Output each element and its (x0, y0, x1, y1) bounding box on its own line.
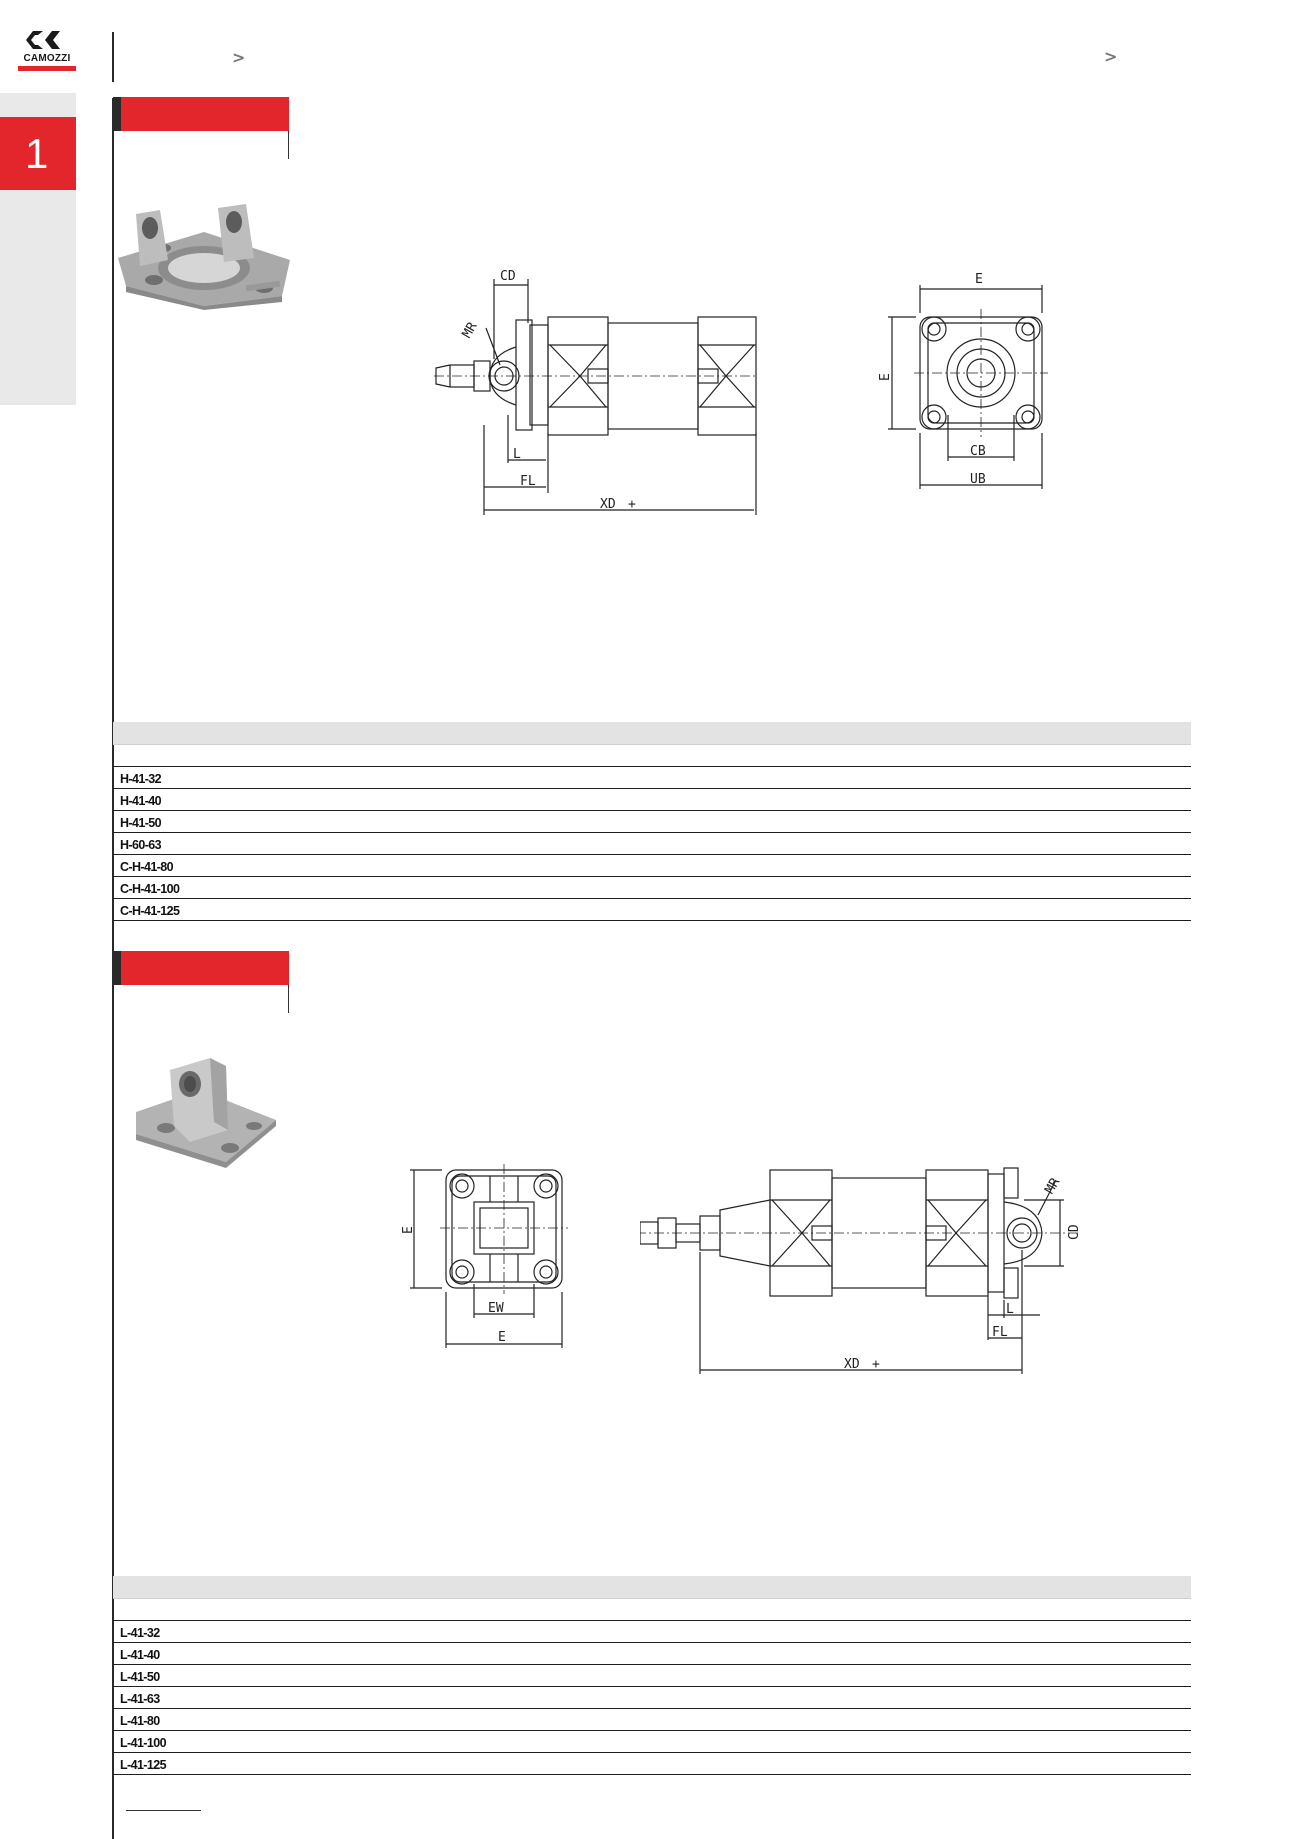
table-row: L-41-100 (113, 1731, 1191, 1753)
dim-e-side-label: E (878, 373, 893, 381)
table-header-band (113, 1576, 1191, 1598)
table-row: C-H-41-100 (113, 877, 1191, 899)
table-rear-clevis (113, 722, 1191, 921)
dim-e-bottom-label: E (498, 1330, 506, 1345)
table-row: H-41-40 (113, 789, 1191, 811)
rear-clevis-photo (114, 198, 294, 310)
table-row: H-60-63 (113, 833, 1191, 855)
chapter-number-tab: 1 (0, 117, 76, 190)
dim-e-side-label-2: E (401, 1226, 416, 1234)
table-row: L-41-80 (113, 1709, 1191, 1731)
section-h-header-bar (113, 97, 289, 131)
dim-mr-label: MR (459, 319, 481, 341)
table-row: L-41-63 (113, 1687, 1191, 1709)
table-row: L-41-50 (113, 1665, 1191, 1687)
dim-ew-label: EW (488, 1301, 504, 1316)
footer-vertical-rule (112, 1780, 114, 1839)
camozzi-emblem-icon (16, 28, 78, 54)
rear-hinge-front-drawing (400, 1160, 580, 1360)
rear-hinge-side-drawing (640, 1160, 1100, 1380)
rear-clevis-side-drawing (420, 265, 760, 525)
section-l-header-bar (113, 951, 289, 985)
table-row: L-41-40 (113, 1643, 1191, 1665)
dim-xd-plus-label: + (628, 497, 636, 512)
rear-hinge-photo (130, 1050, 280, 1170)
header-vertical-rule (112, 32, 114, 82)
breadcrumb-chevron-right-icon: > (1104, 47, 1118, 66)
dim-l-label-2: L (1006, 1302, 1014, 1317)
dim-cb-label: CB (970, 444, 986, 459)
dim-xd-label-2: XD (844, 1357, 860, 1372)
table-header-row (113, 1598, 1191, 1621)
logo-text: CAMOZZI (23, 53, 71, 64)
table-rear-hinge (113, 1576, 1191, 1775)
content-vertical-rule (112, 98, 114, 1792)
table-row: L-41-32 (113, 1621, 1191, 1643)
table-header-row (113, 744, 1191, 767)
dim-fl-label-2: FL (992, 1325, 1008, 1340)
section-l-header-divider (288, 985, 289, 1013)
breadcrumb-chevron-left-icon: > (232, 48, 246, 67)
table-row: C-H-41-125 (113, 899, 1191, 921)
dim-cd-label: CD (500, 269, 516, 284)
table-row: C-H-41-80 (113, 855, 1191, 877)
table-row: H-41-50 (113, 811, 1191, 833)
rear-clevis-front-drawing (870, 265, 1050, 505)
footer-line (126, 1810, 201, 1811)
dim-cd-label-2: CD (1067, 1224, 1082, 1240)
dim-mr-label-2: MR (1042, 1175, 1064, 1197)
dim-e-top-label: E (975, 272, 983, 287)
camozzi-logo (16, 28, 78, 76)
dim-fl-label: FL (520, 474, 536, 489)
logo-accent-bar (18, 66, 76, 71)
table-row: L-41-125 (113, 1753, 1191, 1775)
table-header-band (113, 722, 1191, 744)
dim-l-label: L (513, 447, 521, 462)
dim-xd-plus-label-2: + (872, 1357, 880, 1372)
dim-xd-label: XD (600, 497, 616, 512)
dim-ub-label: UB (970, 472, 986, 487)
table-row: H-41-32 (113, 767, 1191, 789)
section-h-header-divider (288, 131, 289, 159)
